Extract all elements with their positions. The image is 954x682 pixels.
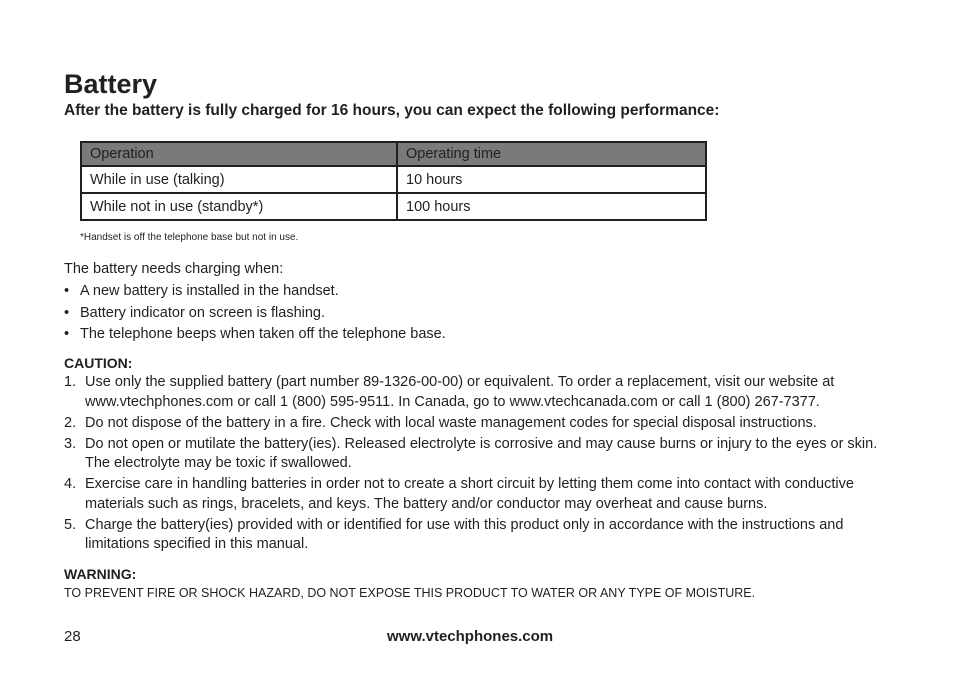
table-cell-time: 100 hours — [397, 193, 706, 220]
table-header-row — [81, 142, 706, 166]
caution-heading: CAUTION: — [64, 355, 133, 371]
list-item: 3. Do not open or mutilate the battery(ies). Released electrolyte is corrosive and may cause burns or injury to the eyes or skin. The electrolyte may be toxic if swallowed. — [64, 435, 878, 471]
list-item: 4. Exercise care in handling batteries in order not to create a short circuit by letting them come into contact with conductive materials such as rings, bracelets, and keys. The battery and/or conductor may overheat and cause burns. — [64, 476, 854, 512]
list-item: • The telephone beeps when taken off the telephone base. — [64, 324, 446, 346]
website-url: www.vtechphones.com — [387, 628, 554, 645]
table-row — [81, 166, 706, 193]
warning-heading: WARNING: — [64, 566, 137, 582]
table-footnote: *Handset is off the telephone base but not in use. — [80, 232, 299, 243]
table-row — [81, 193, 706, 220]
table-cell-time: 10 hours — [397, 166, 706, 193]
charging-list — [64, 281, 446, 346]
bullet-icon: • — [64, 326, 70, 342]
performance-table — [80, 141, 707, 221]
caution-list — [64, 373, 900, 556]
list-item: 2. Do not dispose of the battery in a fire. Check with local waste management codes for special disposal instructions. — [64, 414, 817, 431]
list-item: • A new battery is installed in the handset. — [64, 281, 446, 303]
page-title: Battery — [64, 69, 158, 99]
column-header-operating-time: Operating time — [397, 142, 706, 166]
bullet-icon: • — [64, 283, 70, 299]
warning-text: TO PREVENT FIRE OR SHOCK HAZARD, DO NOT EXPOSE THIS PRODUCT TO WATER OR ANY TYPE OF MOISTURE. — [64, 586, 756, 600]
charging-intro: The battery needs charging when: — [64, 261, 284, 277]
list-item: 5. Charge the battery(ies) provided with or identified for use with this product only in accordance with the instructions and limitations specified in this manual. — [64, 516, 844, 552]
list-item: • Battery indicator on screen is flashing. — [64, 303, 446, 325]
page-number: 28 — [64, 628, 81, 645]
list-item: 1. Use only the supplied battery (part number 89-1326-00-00) or equivalent. To order a replacement, visit our website at www.vtechphones.com or call 1 (800) 595-9511. In Canada, go to www.vtechcanada.com or call 1 (800) 267-7377. — [64, 374, 835, 410]
column-header-operation: Operation — [81, 142, 397, 166]
table-cell-operation: While in use (talking) — [81, 166, 397, 193]
table-cell-operation: While not in use (standby*) — [81, 193, 397, 220]
performance-intro: After the battery is fully charged for 16 hours, you can expect the following performance: — [64, 102, 720, 119]
bullet-icon: • — [64, 304, 70, 321]
